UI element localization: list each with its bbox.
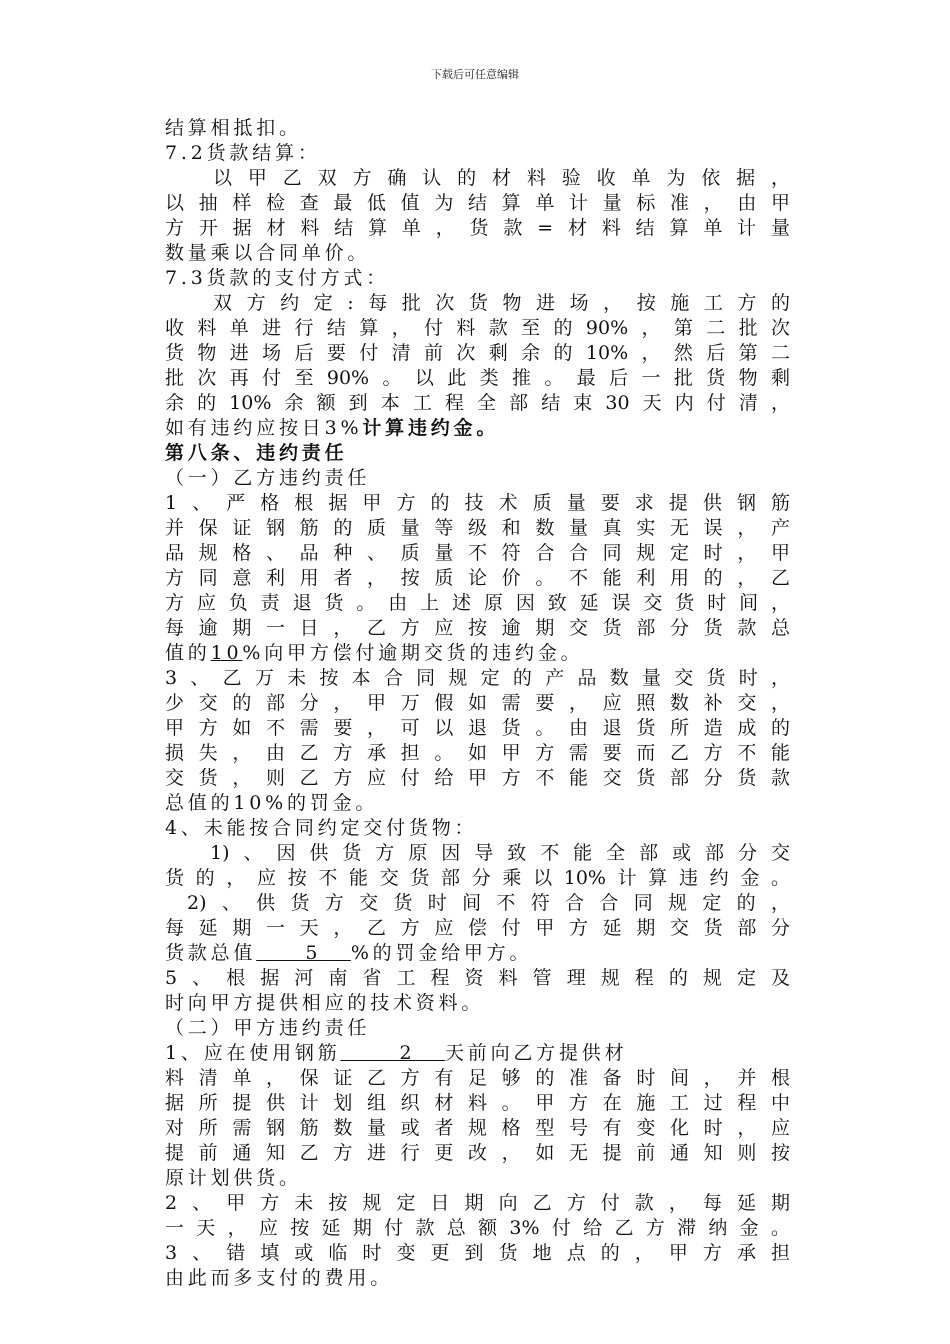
- text-span: 天前向乙方提供材: [444, 1042, 628, 1064]
- text-span: %向甲方偿付逾期交货的违约金。: [242, 642, 584, 664]
- text-line: 2、甲方未按规定日期向乙方付款，每延期: [165, 1192, 790, 1214]
- text-line: 货物进场后要付清前次剩余的10%，然后第二: [165, 342, 790, 364]
- text-line: 余的10%余额到本工程全部结束30天内付清，: [165, 392, 790, 414]
- text-line: 时向甲方提供相应的技术资料。: [165, 992, 485, 1014]
- document-body: [165, 116, 790, 1291]
- text-line: 每延期一天，乙方应偿付甲方延期交货部分: [165, 917, 790, 939]
- text-line: 并保证钢筋的质量等级和数量真实无误，产: [165, 517, 790, 539]
- text-line: 由此而多支付的费用。: [165, 1267, 394, 1289]
- text-line: 一天，应按延期付款总额3%付给乙方滞纳金。: [165, 1217, 790, 1239]
- text-line: 以抽样检查最低值为结算单计量标准，由甲: [165, 192, 790, 214]
- text-line: 收料单进行结算，付料款至的90%，第二批次: [165, 317, 790, 339]
- page-header: 下载后可任意编辑: [431, 68, 519, 81]
- text-line: 以甲乙双方确认的材料验收单为依据，: [213, 167, 790, 189]
- text-line: 3、错填或临时变更到货地点的，甲方承担: [165, 1242, 790, 1264]
- text-line: 品规格、品种、质量不符合合同规定时，甲: [165, 542, 790, 564]
- text-line: 数量乘以合同单价。: [165, 242, 371, 264]
- text-line: 损失，由乙方承担。如甲方需要而乙方不能: [165, 742, 790, 764]
- text-line: 少交的部分，甲万假如需要，应照数补交，: [165, 692, 790, 714]
- text-line: [165, 941, 790, 966]
- filled-blank: [256, 942, 351, 964]
- text-line: 货的，应按不能交货部分乘以10%计算违约金。: [165, 867, 790, 889]
- text-line: 批次再付至90%。以此类推。最后一批货物剩: [165, 367, 790, 389]
- section-heading: 7.2货款结算：: [165, 142, 321, 164]
- blank-value: 5: [305, 942, 322, 964]
- text-line: 结算相抵扣。: [165, 117, 302, 139]
- text-line: 对所需钢筋数量或者规格型号有变化时，应: [165, 1117, 790, 1139]
- text-line: [165, 641, 790, 666]
- text-line: [165, 416, 790, 441]
- text-line: 方应负责退货。由上述原因致延误交货时间，: [165, 592, 790, 614]
- text-line: 1)、因供货方原因导致不能全部或部分交: [210, 842, 790, 864]
- text-line: 方同意利用者，按质论价。不能利用的，乙: [165, 567, 790, 589]
- text-span: 如有违约应按日3%: [165, 417, 363, 439]
- section-heading: 7.3货款的支付方式：: [165, 267, 390, 289]
- filled-blank: 10: [210, 642, 243, 664]
- text-span: %的罚金给甲方。: [350, 942, 533, 964]
- blank-value: 2: [399, 1042, 416, 1064]
- text-line: 料清单，保证乙方有足够的准备时间，并根: [165, 1067, 790, 1089]
- text-line: 双方约定:每批次货物进场，按施工方的: [213, 292, 790, 314]
- subsection-heading: （二）甲方违约责任: [165, 1017, 371, 1039]
- bold-text: 计算违约金。: [362, 417, 500, 439]
- text-line: [165, 1041, 790, 1066]
- text-line: 提前通知乙方进行更改，如无提前通知则按: [165, 1142, 790, 1164]
- text-line: 3、乙万未按本合同规定的产品数量交货时，: [165, 667, 790, 689]
- text-line: 每逾期一日，乙方应按逾期交货部分货款总: [165, 617, 790, 639]
- text-line: 甲方如不需要，可以退货。由退货所造成的: [165, 717, 790, 739]
- article-heading: 第八条、违约责任: [165, 442, 348, 464]
- text-line: 2)、供货方交货时间不符合合同规定的，: [187, 892, 790, 914]
- text-line: 1、严格根据甲方的技术质量要求提供钢筋: [165, 492, 790, 514]
- text-line: 4、未能按合同约定交付货物：: [165, 817, 478, 839]
- text-span: 值的: [165, 642, 211, 664]
- text-line: 据所提供计划组织材料。甲方在施工过程中: [165, 1092, 790, 1114]
- text-span: 1、应在使用钢筋: [165, 1042, 341, 1064]
- text-line: 5、根据河南省工程资料管理规程的规定及: [165, 967, 790, 989]
- subsection-heading: （一）乙方违约责任: [165, 467, 371, 489]
- text-line: 总值的10%的罚金。: [165, 792, 379, 814]
- text-line: 原计划供货。: [165, 1167, 302, 1189]
- filled-blank: [341, 1042, 445, 1064]
- text-line: 交货，则乙方应付给甲方不能交货部分货款: [165, 767, 790, 789]
- text-line: 方开据材料结算单，货款=材料结算单计量: [165, 217, 790, 239]
- text-span: 货款总值: [165, 942, 257, 964]
